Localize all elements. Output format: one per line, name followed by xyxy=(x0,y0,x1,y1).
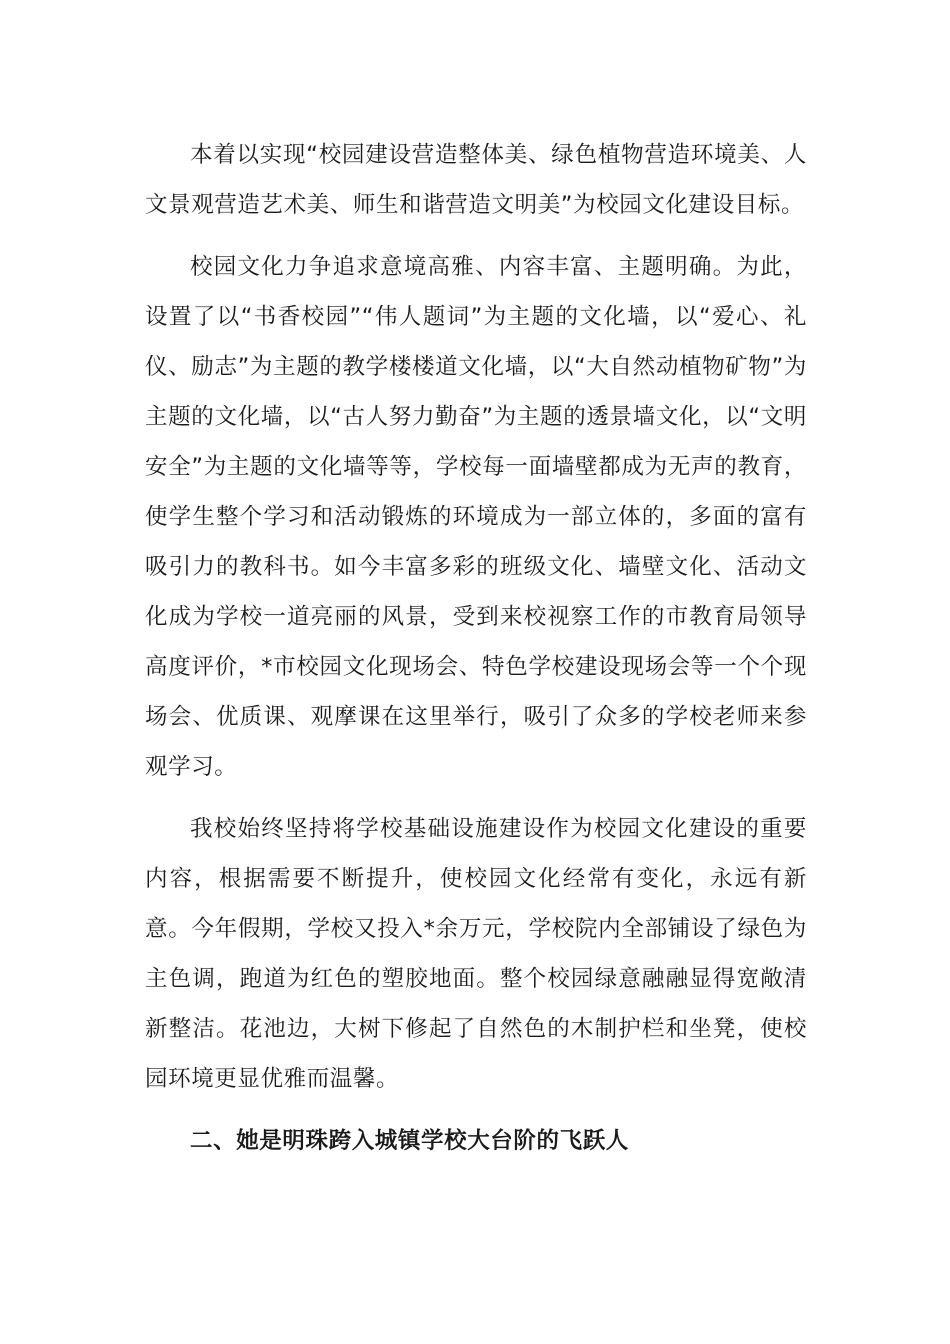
paragraph-culture-walls: 校园文化力争追求意境高雅、内容丰富、主题明确。为此，设置了以“书香校园”“伟人题词”为主题的文化墙，以“爱心、礼仪、励志”为主题的教学楼楼道文化墙，以“大自然动植物矿物”为主题的文化墙，以“古人努力勤奋”为主题的透景墙文化，以“文明安全”为主题的文化墙等等，学校每一面墙壁都成为无声的教育，使学生整个学习和活动锻炼的环境成为一部立体的，多面的富有吸引力的教科书。如今丰富多彩的班级文化、墙壁文化、活动文化成为学校一道亮丽的风景，受到来校视察工作的市教育局领导高度评价，*市校园文化现场会、特色学校建设现场会等一个个现场会、优质课、观摩课在这里举行，吸引了众多的学校老师来参观学习。 xyxy=(145,254,807,780)
paragraph-infrastructure: 我校始终坚持将学校基础设施建设作为校园文化建设的重要内容，根据需要不断提升，使校园文化经常有变化，永远有新意。今年假期，学校又投入*余万元，学校院内全部铺设了绿色为主色调，跑道为红色的塑胶地面。整个校园绿意融融显得宽敞清新整洁。花池边，大树下修起了自然色的木制护栏和坐凳，使校园环境更显优雅而温馨。 xyxy=(145,816,807,1092)
document-page xyxy=(145,130,807,1166)
section-heading: 二、她是明珠跨入城镇学校大台阶的飞跃人 xyxy=(190,1128,629,1154)
paragraph-campus-goal: 本着以实现“校园建设营造整体美、绿色植物营造环境美、人文景观营造艺术美、师生和谐营造文明美”为校园文化建设目标。 xyxy=(145,142,807,218)
